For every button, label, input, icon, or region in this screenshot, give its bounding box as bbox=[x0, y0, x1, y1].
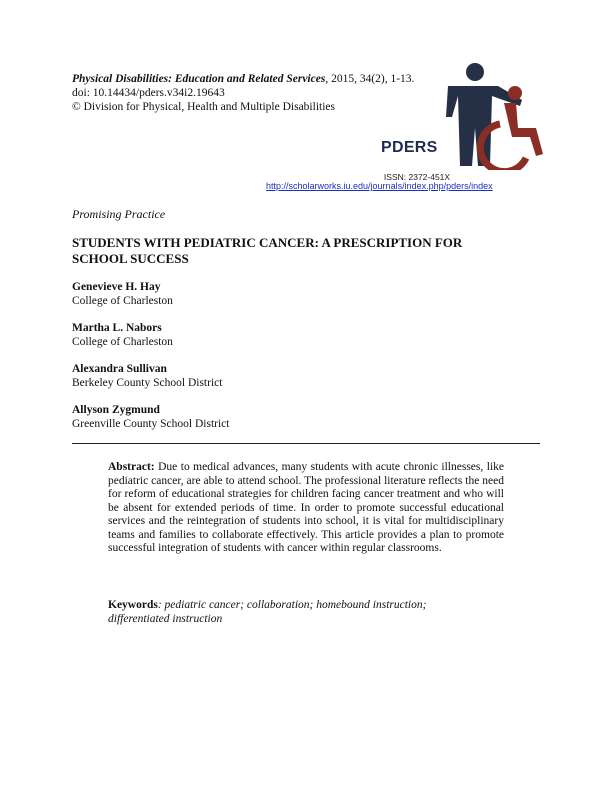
doi: doi: 10.14434/pders.v34i2.19643 bbox=[72, 87, 225, 99]
pders-logo-icon bbox=[440, 62, 555, 170]
title-line-1: STUDENTS WITH PEDIATRIC CANCER: A PRESCRIPTION FOR bbox=[72, 235, 463, 250]
author-name: Martha L. Nabors bbox=[72, 322, 162, 334]
abstract-text: Due to medical advances, many students with acute chronic illnesses, like pediatric cancer, are able to attend school. The professional literature reflects the need for reform of educational strategies for children facing cancer treatment and who will be absent for extended periods of time. In order to promote successful educational services and the reintegration of students into school, it is vital for multidisciplinary teams and families to collaborate effectively. This article provides a plan to promote successful integration of students with cancer within regular classrooms. bbox=[108, 461, 504, 554]
keywords-label: Keywords bbox=[108, 599, 158, 611]
journal-name: Physical Disabilities: Education and Related Services bbox=[72, 73, 326, 85]
author-2 bbox=[72, 321, 173, 349]
citation-block bbox=[72, 72, 414, 114]
author-affiliation: Berkeley County School District bbox=[72, 377, 223, 389]
citation-line bbox=[72, 72, 414, 86]
author-3 bbox=[72, 362, 222, 390]
issn: ISSN: 2372-451X bbox=[383, 172, 451, 182]
author-name: Allyson Zygmund bbox=[72, 404, 160, 416]
author-affiliation: College of Charleston bbox=[72, 295, 173, 307]
pders-wordmark: PDERS bbox=[381, 139, 438, 156]
author-name: Genevieve H. Hay bbox=[72, 281, 161, 293]
article-category: Promising Practice bbox=[72, 207, 166, 221]
abstract-label: Abstract: bbox=[108, 461, 155, 473]
keywords bbox=[108, 598, 504, 626]
title-line-2: SCHOOL SUCCESS bbox=[72, 251, 189, 266]
author-affiliation: Greenville County School District bbox=[72, 418, 230, 430]
keywords-line-1: : pediatric cancer; collaboration; homebound instruction; bbox=[157, 599, 427, 611]
abstract bbox=[108, 461, 504, 556]
article-title bbox=[72, 235, 542, 267]
author-1 bbox=[72, 280, 173, 308]
journal-url-link[interactable]: http://scholarworks.iu.edu/journals/index.php/pders/index bbox=[266, 181, 493, 191]
citation-details: , 2015, 34(2), 1-13. bbox=[325, 73, 415, 85]
section-divider bbox=[72, 443, 540, 444]
copyright: © Division for Physical, Health and Multiple Disabilities bbox=[72, 101, 335, 113]
author-affiliation: College of Charleston bbox=[72, 336, 173, 348]
keywords-line-2: differentiated instruction bbox=[108, 613, 223, 625]
author-4 bbox=[72, 403, 229, 431]
author-name: Alexandra Sullivan bbox=[72, 363, 167, 375]
